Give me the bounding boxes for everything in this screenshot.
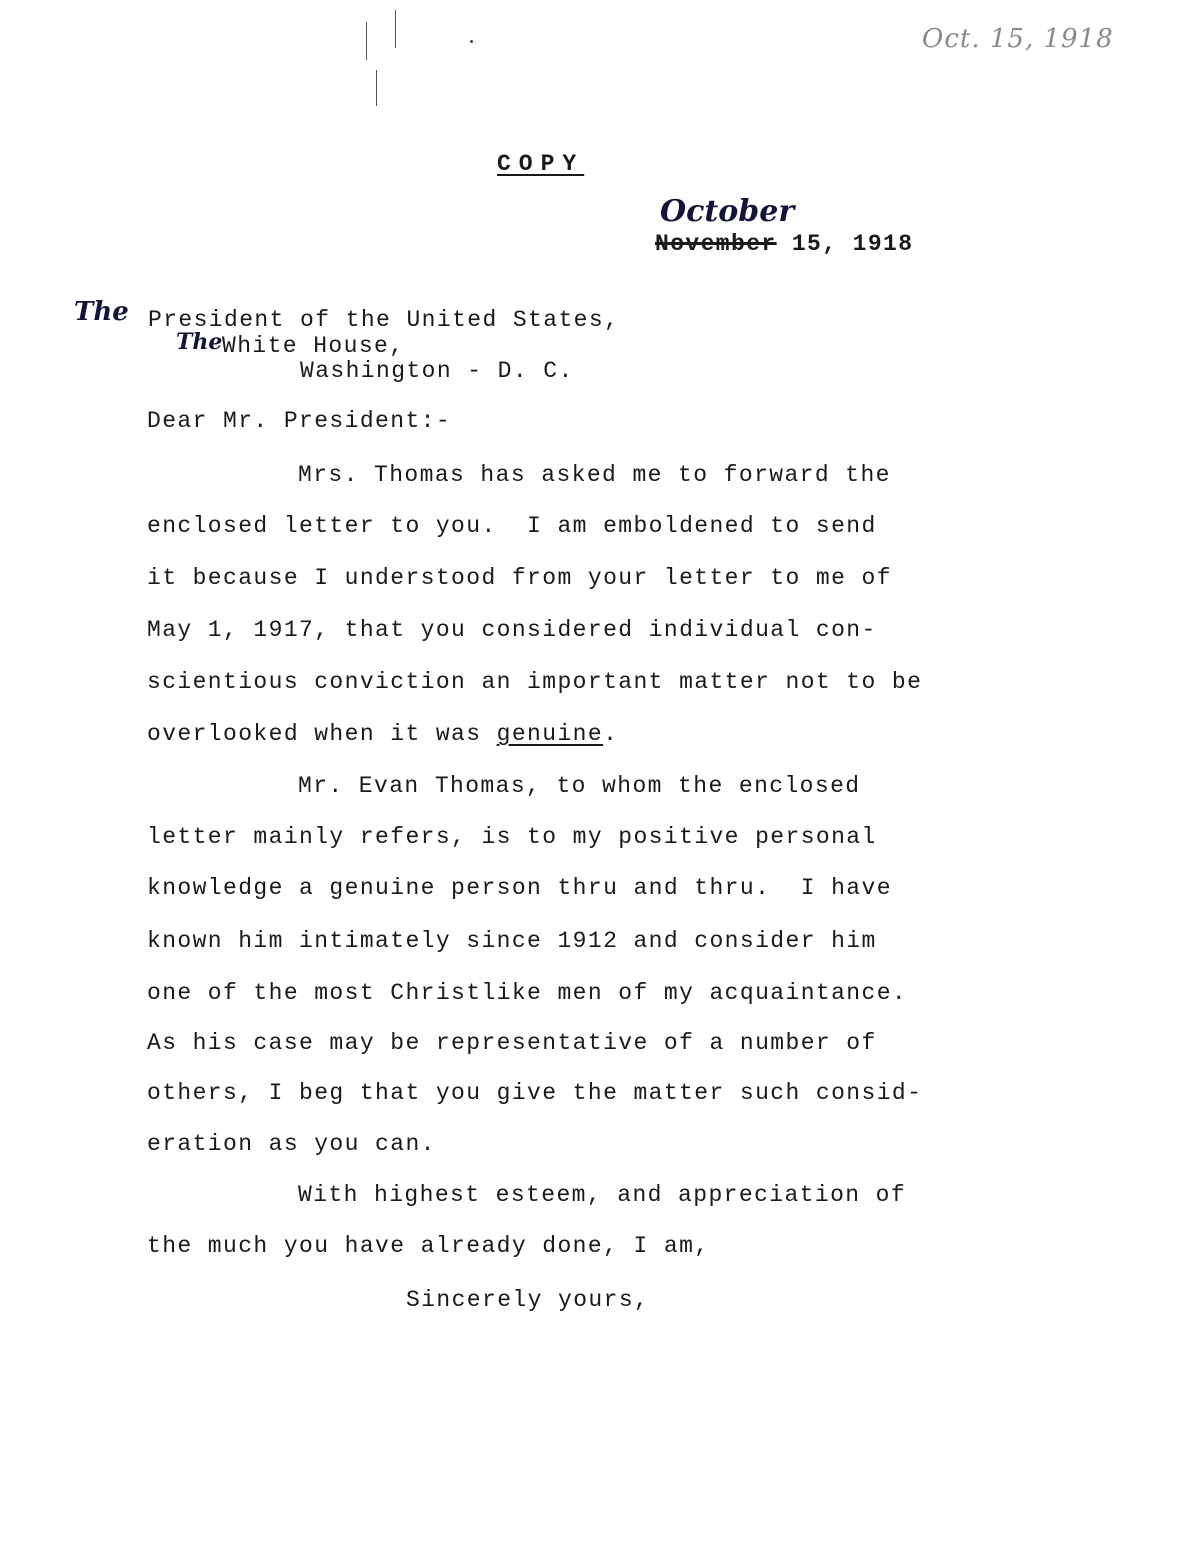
body-line: known him intimately since 1912 and consider him: [147, 928, 877, 954]
struck-month: November: [655, 231, 777, 257]
archive-date-note: Oct. 15, 1918: [922, 24, 1114, 54]
stray-mark: [376, 70, 377, 106]
body-line: one of the most Christlike men of my acquaintance.: [147, 980, 908, 1006]
body-line: knowledge a genuine person thru and thru. I have: [147, 875, 892, 901]
handwritten-the-insert: The: [176, 329, 223, 355]
body-line: letter mainly refers, is to my positive personal: [147, 824, 877, 850]
body-line: Mrs. Thomas has asked me to forward the: [298, 462, 891, 488]
body-line: May 1, 1917, that you considered individual con-: [147, 617, 877, 643]
date-line: [655, 230, 913, 258]
address-line-2: White House,: [222, 333, 405, 359]
salutation: Dear Mr. President:-: [147, 408, 452, 434]
body-line: scientious conviction an important matter not to be: [147, 669, 923, 695]
stray-mark: [395, 10, 396, 48]
body-line: eration as you can.: [147, 1131, 436, 1157]
handwritten-the-insert: The: [74, 297, 129, 327]
body-line: As his case may be representative of a number of: [147, 1030, 877, 1056]
body-line: others, I beg that you give the matter such consid-: [147, 1080, 923, 1106]
body-line: Mr. Evan Thomas, to whom the enclosed: [298, 773, 861, 799]
body-text: .: [603, 721, 619, 747]
body-line: enclosed letter to you. I am emboldened to send: [147, 513, 877, 539]
address-line-1: President of the United States,: [148, 307, 620, 333]
body-line: the much you have already done, I am,: [147, 1233, 710, 1259]
handwritten-month: October: [660, 194, 795, 229]
body-line: it because I understood from your letter to me of: [147, 565, 892, 591]
body-text: overlooked when it was: [147, 721, 497, 747]
body-line: [147, 720, 618, 748]
date-rest: 15, 1918: [791, 231, 914, 257]
address-line-3: Washington - D. C.: [300, 358, 574, 384]
copy-heading: COPY: [497, 151, 585, 177]
body-line: With highest esteem, and appreciation of: [298, 1182, 907, 1208]
underlined-word: genuine: [496, 721, 604, 747]
closing: Sincerely yours,: [406, 1287, 650, 1313]
stray-mark: [366, 22, 367, 60]
stray-dot: [470, 40, 473, 43]
